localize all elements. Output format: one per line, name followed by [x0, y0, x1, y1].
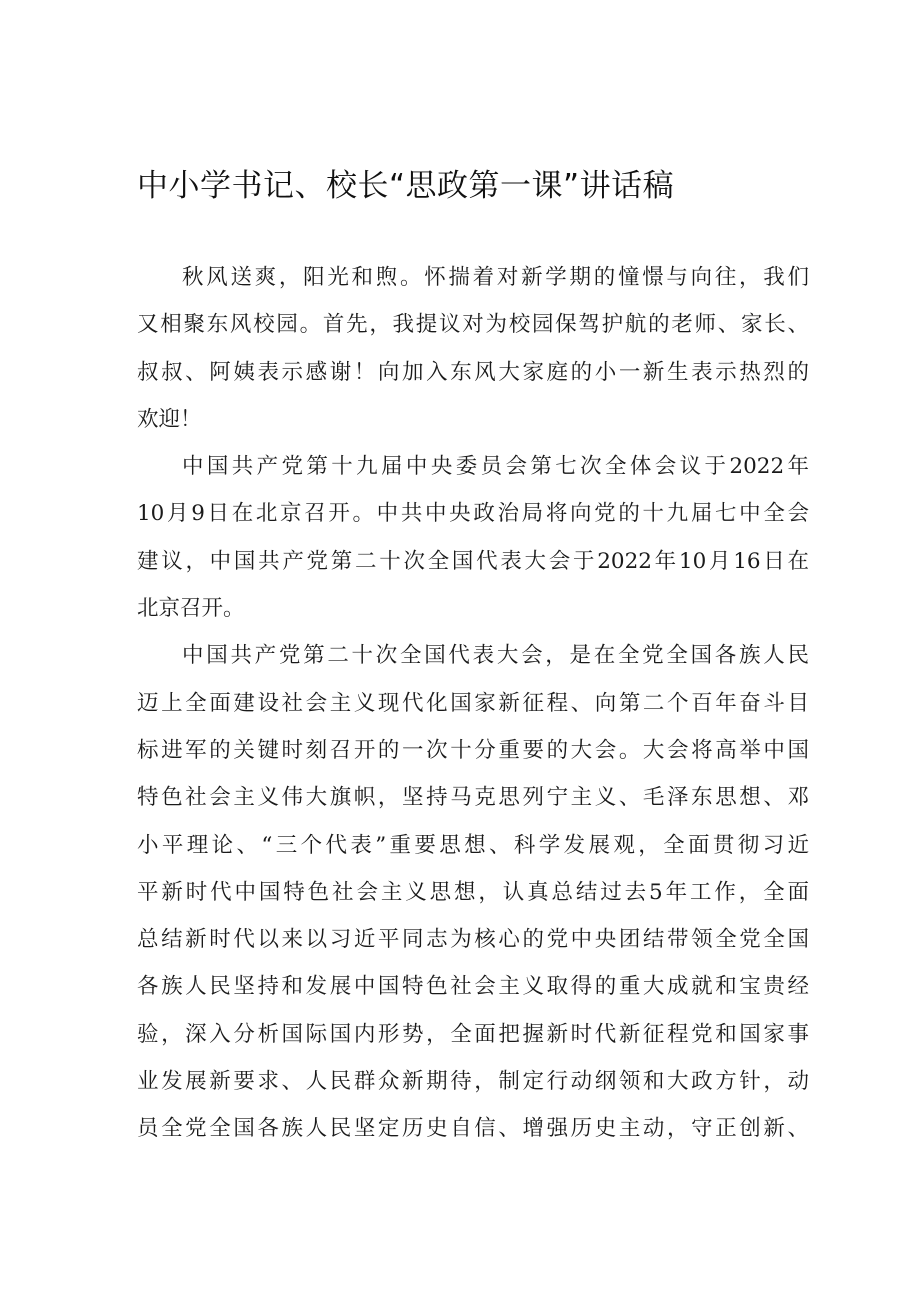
paragraph-line: 欢迎！	[137, 406, 202, 432]
paragraph-line: 总结新时代以来以习近平同志为核心的党中央团结带领全党全国	[137, 927, 809, 953]
paragraph-line: 迈上全面建设社会主义现代化国家新征程、向第二个百年奋斗目	[137, 690, 809, 716]
document-title: 中小学书记、校长“思政第一课”讲话稿	[137, 168, 675, 204]
paragraph-line: 又相聚东风校园。首先，我提议对为校园保驾护航的老师、家长、	[137, 312, 809, 338]
paragraph-line: 员全党全国各族人民坚定历史自信、增强历史主动，守正创新、	[137, 1116, 809, 1142]
paragraph-line: 各族人民坚持和发展中国特色社会主义取得的重大成就和宝贵经	[137, 974, 809, 1000]
paragraph-1	[137, 254, 809, 443]
document-body	[137, 254, 809, 1153]
paragraph-line: 秋风送爽，阳光和煦。怀揣着对新学期的憧憬与向往，我们	[182, 265, 809, 290]
paragraph-line: 验，深入分析国际国内形势，全面把握新时代新征程党和国家事	[137, 1021, 809, 1047]
paragraph-3	[137, 632, 809, 1152]
paragraph-line: 特色社会主义伟大旗帜，坚持马克思列宁主义、毛泽东思想、邓	[137, 785, 809, 811]
paragraph-line: 叔叔、阿姨表示感谢！向加入东风大家庭的小一新生表示热烈的	[137, 359, 809, 385]
paragraph-line: 业发展新要求、人民群众新期待，制定行动纲领和大政方针，动	[137, 1069, 809, 1095]
paragraph-line: 建议，中国共产党第二十次全国代表大会于2022年10月16日在	[137, 548, 809, 574]
paragraph-line: 10月9日在北京召开。中共中央政治局将向党的十九届七中全会	[137, 501, 809, 527]
paragraph-line: 中国共产党第十九届中央委员会第七次全体会议于2022年	[182, 454, 809, 480]
paragraph-line: 平新时代中国特色社会主义思想，认真总结过去5年工作，全面	[137, 879, 809, 905]
paragraph-line: 北京召开。	[137, 596, 245, 622]
paragraph-line: 小平理论、“三个代表”重要思想、科学发展观，全面贯彻习近	[137, 832, 809, 858]
paragraph-2	[137, 443, 809, 632]
paragraph-line: 中国共产党第二十次全国代表大会，是在全党全国各族人民	[182, 643, 809, 669]
paragraph-line: 标进军的关键时刻召开的一次十分重要的大会。大会将高举中国	[137, 737, 809, 763]
